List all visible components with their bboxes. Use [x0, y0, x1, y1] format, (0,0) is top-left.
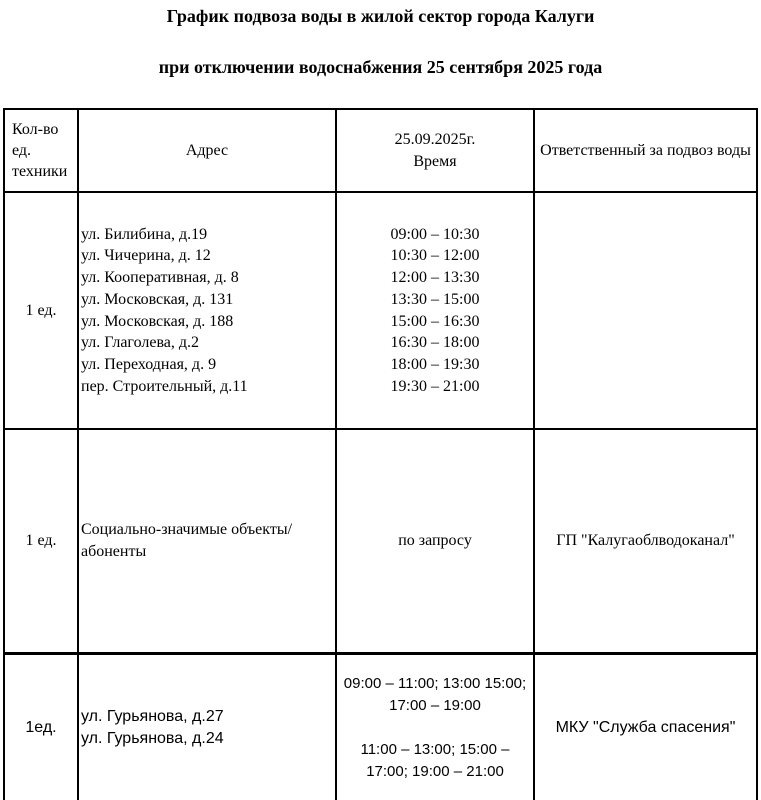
units-cell: 1ед. — [4, 654, 78, 800]
schedule-row-residential — [4, 192, 757, 429]
time-list — [339, 530, 531, 552]
address-line: ул. Чичерина, д. 12 — [81, 247, 211, 265]
table-header-row — [4, 109, 757, 192]
address-list — [81, 519, 333, 562]
units-cell: 1 ед. — [4, 192, 78, 429]
times-cell — [336, 654, 534, 800]
time-slot-group: 09:00 – 11:00; 13:00 15:00; 17:00 – 19:00 — [343, 674, 527, 714]
address-line: ул. Переходная, д. 9 — [81, 355, 217, 373]
header-address: Адрес — [78, 109, 336, 192]
schedule-row-guryanova — [4, 654, 757, 800]
responsible-empty — [537, 306, 754, 316]
responsible-cell — [534, 192, 757, 429]
times-cell — [336, 429, 534, 654]
address-list — [81, 708, 333, 747]
water-delivery-schedule-table — [3, 108, 758, 800]
time-slot: 12:00 – 13:30 — [390, 269, 480, 287]
time-slot: 19:30 – 21:00 — [390, 377, 480, 395]
time-slot: 15:00 – 16:30 — [390, 312, 480, 330]
address-line: ул. Билибина, д.19 — [81, 225, 208, 243]
time-list — [339, 224, 531, 398]
address-line: пер. Строительный, д.11 — [81, 377, 248, 395]
time-slot: 16:30 – 18:00 — [390, 334, 480, 352]
time-slot-group: 11:00 – 13:00; 15:00 – 17:00; 19:00 – 21:00 — [360, 740, 510, 780]
addresses-cell — [78, 192, 336, 429]
units-cell: 1 ед. — [4, 429, 78, 654]
address-line: ул. Московская, д. 131 — [81, 290, 234, 308]
header-date-time — [336, 109, 534, 192]
header-time-label: Время — [413, 152, 457, 170]
address-line: Социально-значимые объекты/абоненты — [81, 521, 293, 560]
time-slot: 18:00 – 19:30 — [390, 355, 480, 373]
time-slot: 10:30 – 12:00 — [390, 247, 480, 265]
time-slot: 13:30 – 15:00 — [390, 290, 480, 308]
header-date: 25.09.2025г. — [394, 130, 476, 148]
time-slot: по запросу — [398, 532, 472, 550]
address-line: ул. Гурьянова, д.24 — [81, 730, 224, 747]
time-slot: 09:00 – 10:30 — [390, 225, 480, 243]
document-title-line1: График подвоза воды в жилой сектор города Калуги — [166, 6, 595, 26]
address-line: ул. Гурьянова, д.27 — [81, 708, 224, 725]
document-title-line2: при отключении водоснабжения 25 сентября 2025 года — [158, 57, 603, 77]
times-cell — [336, 192, 534, 429]
schedule-row-social-objects — [4, 429, 757, 654]
addresses-cell — [78, 654, 336, 800]
responsible-cell: ГП "Калугаоблводоканал" — [534, 429, 757, 654]
header-units-count: Кол-во ед. техники — [4, 109, 78, 192]
responsible-cell: МКУ "Служба спасения" — [534, 654, 757, 800]
header-responsible: Ответственный за подвоз воды — [534, 109, 757, 192]
address-list — [81, 224, 333, 398]
address-line: ул. Кооперативная, д. 8 — [81, 269, 239, 287]
addresses-cell — [78, 429, 336, 654]
address-line: ул. Глаголева, д.2 — [81, 334, 200, 352]
time-list — [339, 673, 531, 783]
address-line: ул. Московская, д. 188 — [81, 312, 234, 330]
